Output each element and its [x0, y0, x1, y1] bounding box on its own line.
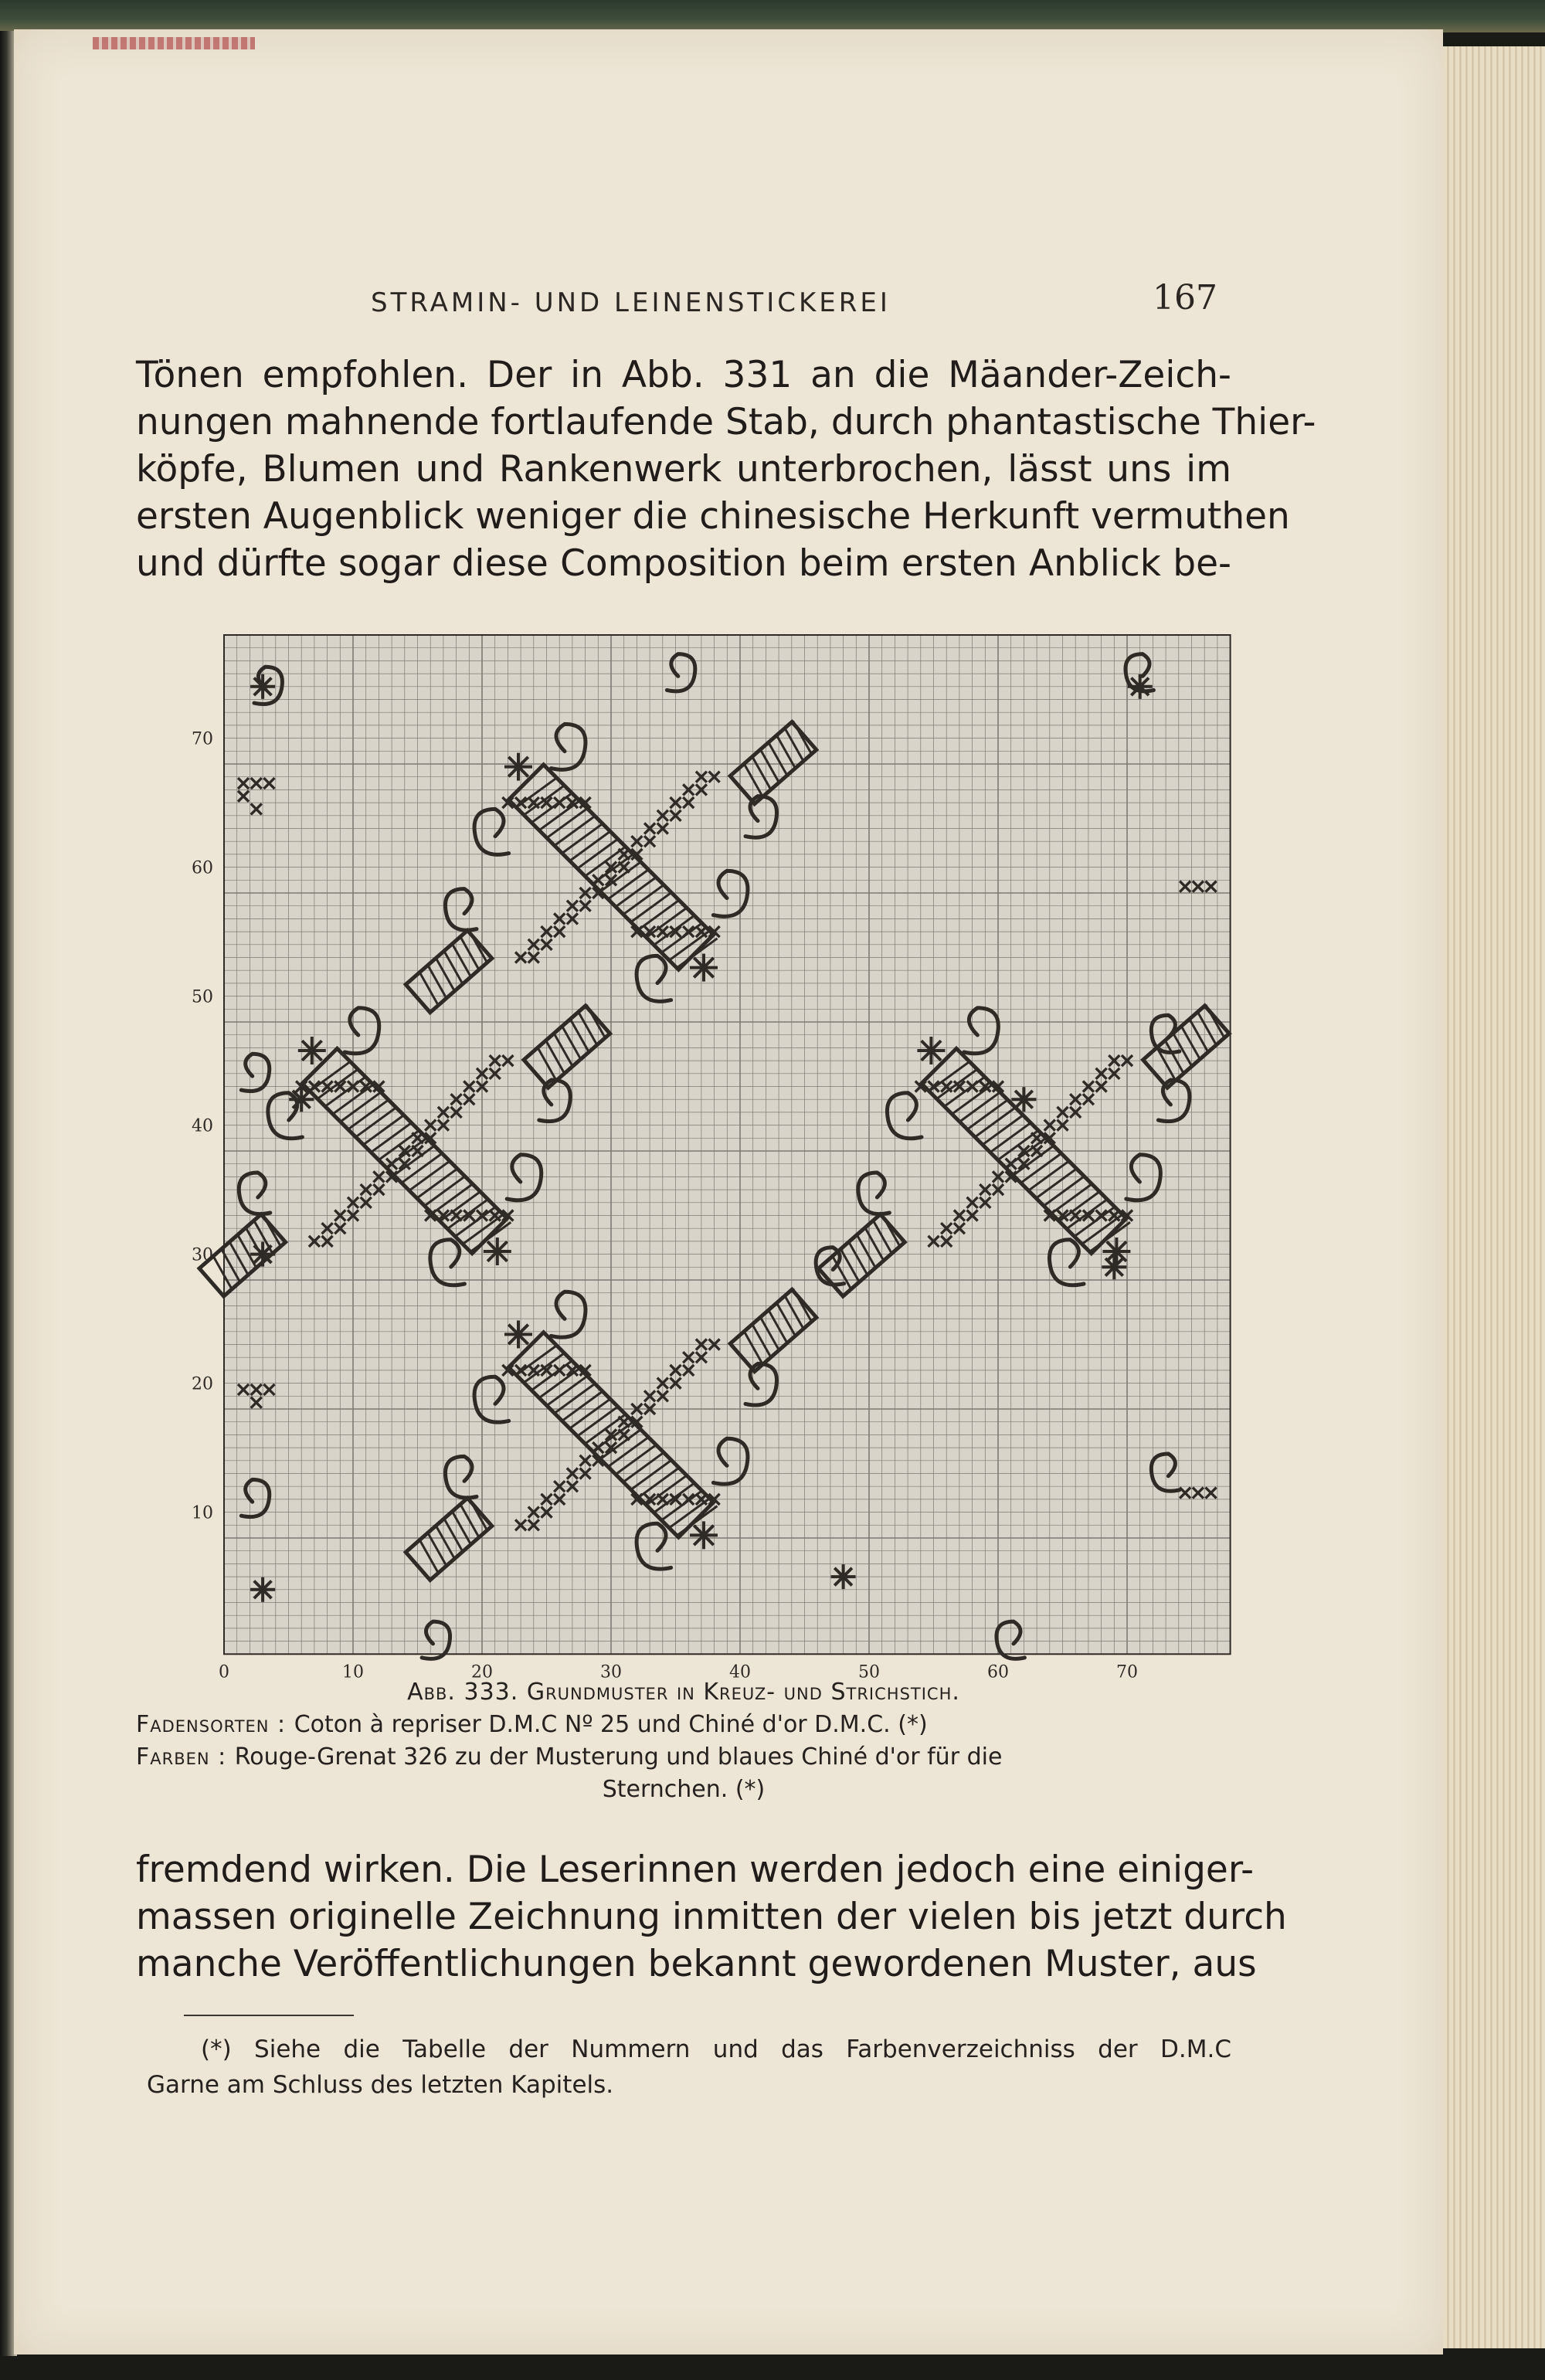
caption-label: Farben : [136, 1743, 235, 1771]
y-axis-label: 70 [192, 729, 213, 749]
text-line: Tönen empfohlen. Der in Abb. 331 an die Mäander-Zeich- [136, 354, 1231, 396]
text-line: köpfe, Blumen und Rankenwerk unterbrochen, lässt uns im [136, 448, 1231, 491]
embroidery-pattern-figure [182, 627, 1212, 1682]
paragraph-top [136, 351, 1316, 587]
star-stitch [484, 1238, 511, 1265]
text-line: manche Veröffentlichungen bekannt gewordenen Muster, aus [136, 1943, 1257, 1985]
book-cover-edge [0, 0, 1545, 32]
binding-mark [93, 37, 255, 49]
y-axis-label: 60 [192, 858, 213, 878]
y-axis-label: 30 [192, 1245, 213, 1265]
text-line: ersten Augenblick weniger die chinesische Herkunft vermuthen [136, 495, 1290, 538]
x-axis-label: 40 [729, 1662, 751, 1682]
text-line: fremdend wirken. Die Leserinnen werden jedoch eine einiger- [136, 1849, 1255, 1891]
caption-text: Sternchen. (*) [602, 1776, 766, 1803]
x-axis-label: 20 [471, 1662, 493, 1682]
text-line: massen originelle Zeichnung inmitten der vielen bis jetzt durch [136, 1896, 1287, 1938]
star-stitch [831, 1564, 856, 1589]
page-number: 167 [1153, 278, 1217, 317]
caption-title: Abb. 333. Grundmuster in Kreuz- und Strichstich. [407, 1679, 960, 1706]
footnote-line: (*) Siehe die Tabelle der Nummern und das Farbenverzeichniss der D.M.C [201, 2035, 1231, 2063]
text-line: nungen mahnende fortlaufende Stab, durch phantastische Thier- [136, 401, 1316, 443]
star-stitch [690, 1521, 718, 1549]
x-axis-label: 10 [342, 1662, 364, 1682]
running-head: STRAMIN- UND LEINENSTICKEREI [371, 287, 891, 318]
y-axis-label: 20 [192, 1374, 213, 1394]
star-stitch [504, 753, 532, 781]
figure-caption [136, 1676, 1231, 1806]
footnote-line: Garne am Schluss des letzten Kapitels. [147, 2071, 614, 2099]
page-stack-edge [1443, 46, 1545, 2348]
y-axis-label: 40 [192, 1116, 213, 1136]
star-stitch [690, 954, 718, 982]
paragraph-bottom [136, 1846, 1287, 1988]
star-stitch [298, 1037, 326, 1064]
caption-label: Fadensorten : [136, 1711, 294, 1738]
stitch-grid [224, 635, 1231, 1654]
x-axis-label: 50 [858, 1662, 880, 1682]
y-axis-label: 50 [192, 987, 213, 1007]
caption-threads [136, 1709, 1231, 1741]
star-stitch [289, 1087, 314, 1112]
star-stitch [1011, 1087, 1036, 1112]
cross-stitch-chart [182, 627, 1212, 1682]
star-stitch [250, 1577, 275, 1602]
caption-text: Coton à repriser D.M.C Nº 25 und Chiné d'or D.M.C. (*) [294, 1711, 928, 1738]
caption-text: Rouge-Grenat 326 zu der Musterung und blaues Chiné d'or für die [234, 1743, 1003, 1771]
x-axis-label: 60 [987, 1662, 1009, 1682]
star-stitch [1102, 1255, 1126, 1279]
star-stitch [504, 1320, 532, 1348]
text-line: und dürfte sogar diese Composition beim ersten Anblick be- [136, 542, 1231, 585]
star-stitch [1128, 674, 1153, 699]
x-axis-label: 30 [600, 1662, 622, 1682]
y-axis-label: 10 [192, 1503, 213, 1523]
star-stitch [250, 1242, 275, 1267]
x-axis-label: 70 [1116, 1662, 1138, 1682]
footnote-rule [184, 2015, 354, 2016]
x-axis-label: 0 [219, 1662, 229, 1682]
footnote [147, 2032, 1231, 2103]
star-stitch [917, 1037, 945, 1064]
star-stitch [250, 674, 275, 699]
caption-colors [136, 1741, 1231, 1774]
